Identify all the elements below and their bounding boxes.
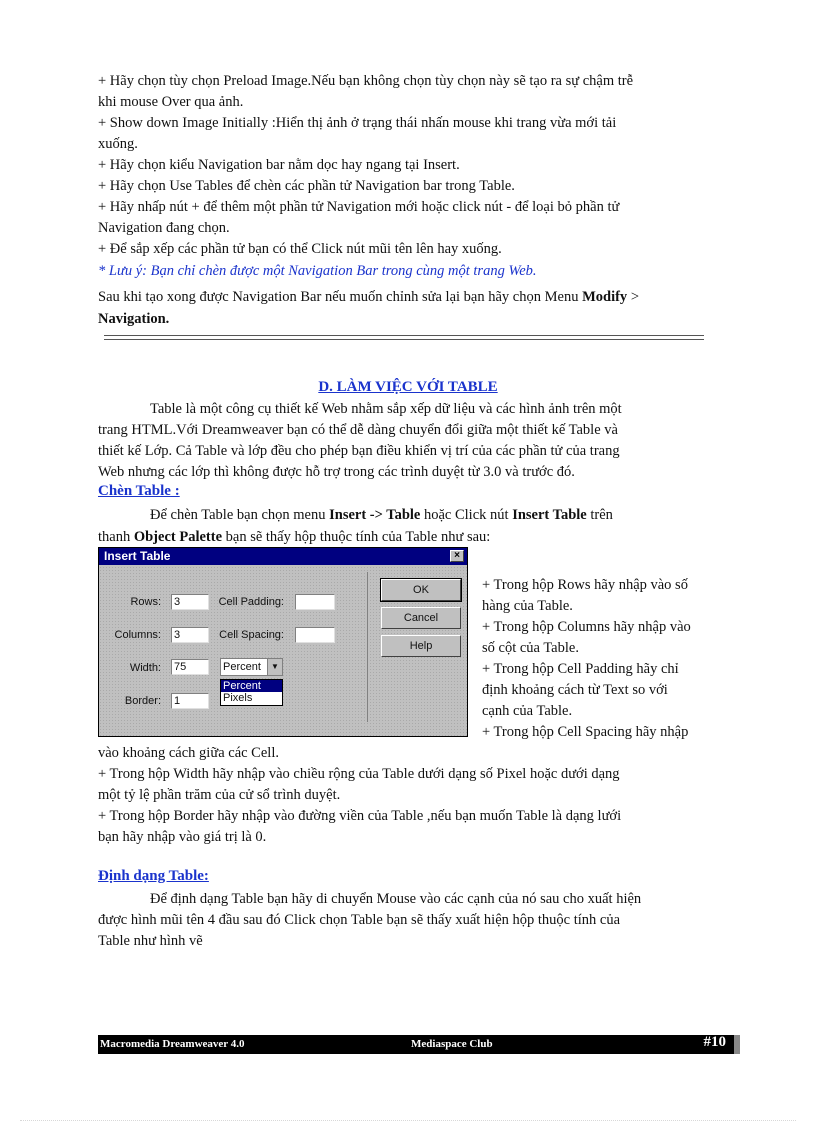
body-line: + Hãy chọn Use Tables để chèn các phần tử Navigation bar trong Table. <box>98 178 515 194</box>
body-line: định khoảng cách từ Text so với <box>482 682 668 698</box>
cell-spacing-label: Cell Spacing: <box>219 629 284 641</box>
unit-dropdown-list <box>220 679 283 706</box>
ok-button[interactable]: OK <box>381 579 461 601</box>
border-input[interactable]: 1 <box>171 693 209 709</box>
unit-option-pixels[interactable]: Pixels <box>223 692 253 704</box>
body-line: + Hãy chọn kiểu Navigation bar nằm dọc hay ngang tại Insert. <box>98 157 460 173</box>
body-line: + Trong hộp Rows hãy nhập vào số <box>482 577 688 593</box>
section-title <box>0 378 816 396</box>
text-span: trên <box>586 507 613 523</box>
body-line: Để định dạng Table bạn hãy di chuyển Mouse vào các cạnh của nó sau cho xuất hiện <box>150 891 642 907</box>
body-line: thiết kế Lớp. Cả Table và lớp đều cho phép bạn điều khiển vị trí của các phần tử của trang <box>98 443 620 459</box>
border-label: Border: <box>124 695 161 707</box>
footer-left: Macromedia Dreamweaver 4.0 <box>100 1038 245 1050</box>
cell-padding-label: Cell Padding: <box>218 596 284 608</box>
text-span: Sau khi tạo xong được Navigation Bar nếu muốn chỉnh sửa lại bạn hãy chọn Menu <box>98 289 583 305</box>
section-title-text: D. LÀM VIỆC VỚI TABLE <box>318 379 498 395</box>
rows-input[interactable]: 3 <box>171 594 209 610</box>
dialog-separator <box>367 572 368 722</box>
unit-select[interactable] <box>220 658 283 676</box>
body-line: + Trong hộp Cell Spacing hãy nhập <box>482 724 689 740</box>
body-line: + Để sắp xếp các phần tử bạn có thể Click nút mũi tên lên hay xuống. <box>98 241 502 257</box>
body-line: số cột của Table. <box>482 640 579 656</box>
bold-text: Insert Table <box>512 507 587 523</box>
chevron-down-icon[interactable]: ▼ <box>267 659 282 675</box>
page-footer <box>98 1035 734 1054</box>
body-line: xuống. <box>98 136 138 152</box>
bold-text: Object Palette <box>133 529 223 545</box>
body-line: Table là một công cụ thiết kế Web nhằm sắp xếp dữ liệu và các hình ảnh trên một <box>150 401 622 417</box>
divider <box>104 335 704 336</box>
body-line: vào khoảng cách giữa các Cell. <box>98 745 279 761</box>
width-label: Width: <box>129 662 161 674</box>
text-span: > <box>627 289 639 305</box>
note-line: * Lưu ý: Bạn chỉ chèn được một Navigation Bar trong cùng một trang Web. <box>98 263 537 279</box>
body-line <box>98 287 639 307</box>
body-line: + Hãy nhấp nút + để thêm một phần tử Navigation mới hoặc click nút - để loại bỏ phần tử <box>98 199 620 215</box>
menu-modify: Modify <box>582 289 628 305</box>
page-number: #10 <box>703 1034 726 1050</box>
body-line: khi mouse Over qua ảnh. <box>98 94 244 110</box>
body-line <box>98 527 490 547</box>
body-line: + Trong hộp Width hãy nhập vào chiều rộng của Table dưới dạng số Pixel hoặc dưới dạng <box>98 766 620 782</box>
body-line: cạnh của Table. <box>482 703 573 719</box>
body-line: hàng của Table. <box>482 598 573 614</box>
cancel-button[interactable]: Cancel <box>381 607 461 629</box>
text-span: bạn sẽ thấy hộp thuộc tính của Table như sau: <box>222 529 491 545</box>
width-input[interactable]: 75 <box>171 659 209 675</box>
body-line: + Show down Image Initially :Hiển thị ảnh ở trạng thái nhấn mouse khi trang vừa mới tải <box>98 115 617 131</box>
body-line: được hình mũi tên 4 đầu sau đó Click chọn Table bạn sẽ thấy xuất hiện hộp thuộc tính của <box>98 912 621 928</box>
rows-label: Rows: <box>130 596 161 608</box>
cell-spacing-input[interactable] <box>295 627 335 643</box>
body-line: Table như hình vẽ <box>98 933 203 949</box>
unit-option-percent[interactable]: Percent <box>221 680 282 692</box>
footer-center: Mediaspace Club <box>411 1038 493 1050</box>
body-line: Web nhưng các lớp thì không được hỗ trợ trong các trình duyệt từ 3.0 và trước đó. <box>98 464 575 480</box>
body-line: + Trong hộp Cell Padding hãy chỉ <box>482 661 679 677</box>
body-line: trang HTML.Với Dreamweaver bạn có thể dễ dàng chuyển đổi giữa một thiết kế Table và <box>98 422 618 438</box>
body-line: Navigation đang chọn. <box>98 220 230 236</box>
chen-table-heading <box>98 483 180 500</box>
body-line: + Hãy chọn tùy chọn Preload Image.Nếu bạn không chọn tùy chọn này sẽ tạo ra sự chậm trễ <box>98 73 634 89</box>
divider <box>104 339 704 340</box>
page-bottom-rule <box>20 1120 796 1121</box>
body-line <box>150 505 613 525</box>
columns-label: Columns: <box>114 629 161 641</box>
close-icon[interactable]: × <box>450 550 464 562</box>
body-line <box>98 309 169 329</box>
cell-padding-input[interactable] <box>295 594 335 610</box>
text-span: hoặc Click nút <box>420 507 513 523</box>
heading-text: Chèn Table <box>98 483 171 499</box>
body-line: một tỷ lệ phần trăm của cử sổ trình duyệt. <box>98 787 341 803</box>
footer-shadow <box>734 1035 740 1054</box>
help-button[interactable]: Help <box>381 635 461 657</box>
body-line: + Trong hộp Border hãy nhập vào đường viền của Table ,nếu bạn muốn Table là dạng lưới <box>98 808 622 824</box>
bold-text: Insert -> Table <box>329 507 421 523</box>
dialog-title: Insert Table <box>99 548 467 565</box>
body-line: + Trong hộp Columns hãy nhập vào <box>482 619 691 635</box>
columns-input[interactable]: 3 <box>171 627 209 643</box>
menu-navigation: Navigation. <box>98 311 170 327</box>
insert-table-dialog <box>98 547 468 737</box>
unit-select-value: Percent <box>223 661 261 673</box>
body-line: bạn hãy nhập vào giá trị là 0. <box>98 829 267 845</box>
heading-colon: : <box>170 483 180 499</box>
text-span: Để chèn Table bạn chọn menu <box>150 507 330 523</box>
text-span: thanh <box>98 529 134 545</box>
dinh-dang-heading: Định dạng Table: <box>98 868 209 884</box>
